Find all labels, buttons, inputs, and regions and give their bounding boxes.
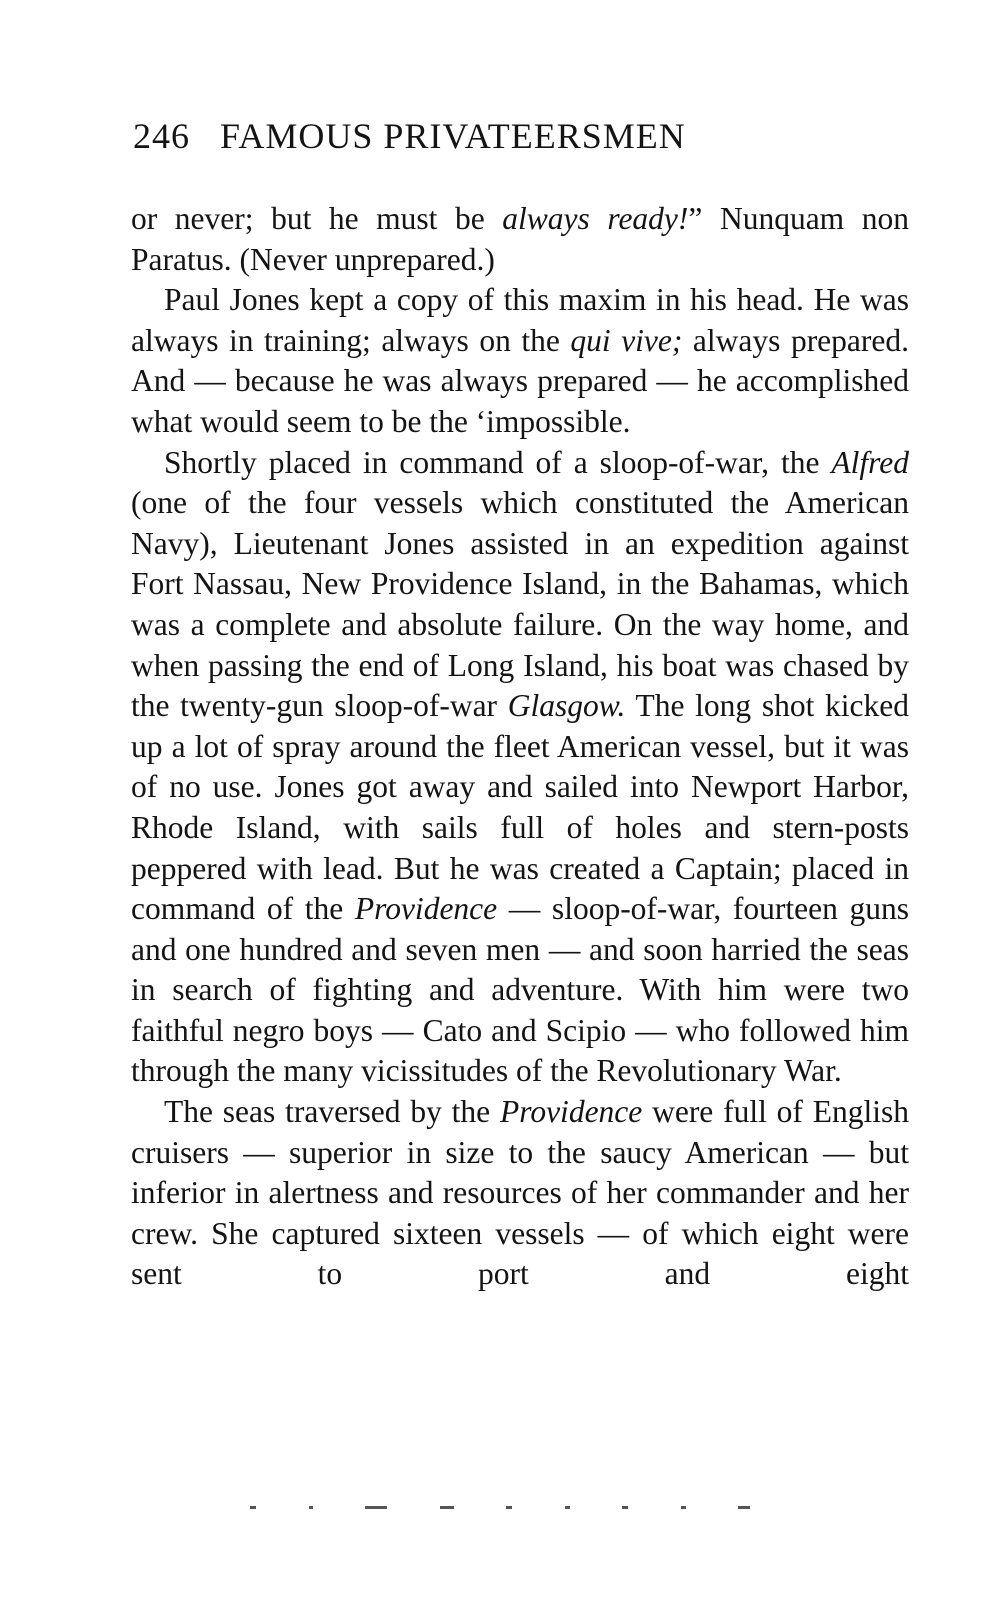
paragraph-3-text-c: (one of the four vessels which constituted the American Navy), Lieutenant Jones assisted in an expedition against Fort Nassau, New Providence Island, in the Bahamas, which was a complete and absolute failure. On the way home, and when passing the end of Long Island, his boat was chased by the twenty-gun sloop-of-war — [131, 485, 909, 724]
page-number: 246 — [133, 116, 190, 156]
running-title: FAMOUS PRIVATEERSMEN — [220, 116, 686, 156]
paragraph-1-text-a: or never; but he must be — [131, 201, 503, 236]
paragraph-4-text-a: The seas traversed by the — [164, 1094, 500, 1130]
paragraph-3-italic-alfred: Alfred — [831, 444, 909, 480]
paragraph-3-italic-glasgow: Glasgow. — [507, 688, 626, 724]
running-header — [133, 112, 833, 160]
paragraph-3-italic-providence: Providence — [354, 891, 498, 927]
paragraph-1 — [131, 199, 909, 280]
paragraph-3 — [131, 443, 909, 1093]
paragraph-3-text-a: Shortly placed in command of a sloop-of-war, the — [164, 444, 832, 480]
paragraph-4-text-c: were full of English cruisers — superior in size to the saucy American — but inferior in alertness and resources of her commander and her crew. She captured sixteen vessels — of which eight were sent to port and eight — [131, 1094, 910, 1292]
paragraph-4 — [131, 1092, 909, 1295]
paragraph-3-text-g: — sloop-of-war, fourteen guns and one hundred and seven men — and soon harried the seas in search of fighting and adventure. With him were two faithful negro boys — Cato and Scipio — who followed him through the many vicissitudes of the Revolutionary War. — [131, 891, 909, 1089]
body-text — [131, 199, 909, 1295]
paragraph-2-italic-qui-vive: qui vive; — [570, 322, 683, 358]
paragraph-2-text-c: always prepared. And — because he was always prepared — he accomplished what would seem to be the ‘impossible. — [131, 322, 909, 439]
paragraph-2 — [131, 280, 909, 442]
paragraph-3-text-e: The long shot kicked up a lot of spray around the fleet American vessel, but it was of no use. Jones got away and sailed into Newport Harbor, Rhode Island, with sails full of holes and stern-posts peppered with lead. But he was created a Captain; placed in command of the — [131, 688, 910, 927]
paragraph-4-italic-providence: Providence — [500, 1094, 643, 1130]
cut-off-next-line-fragment — [250, 1504, 750, 1510]
paragraph-1-italic-always-ready: always ready! — [502, 201, 689, 236]
paragraph-1-text-c: ” Nunquam non Paratus. (Never unprepared.) — [131, 201, 909, 277]
paragraph-2-text-a: Paul Jones kept a copy of this maxim in his head. He was always in training; always on the — [131, 282, 909, 358]
